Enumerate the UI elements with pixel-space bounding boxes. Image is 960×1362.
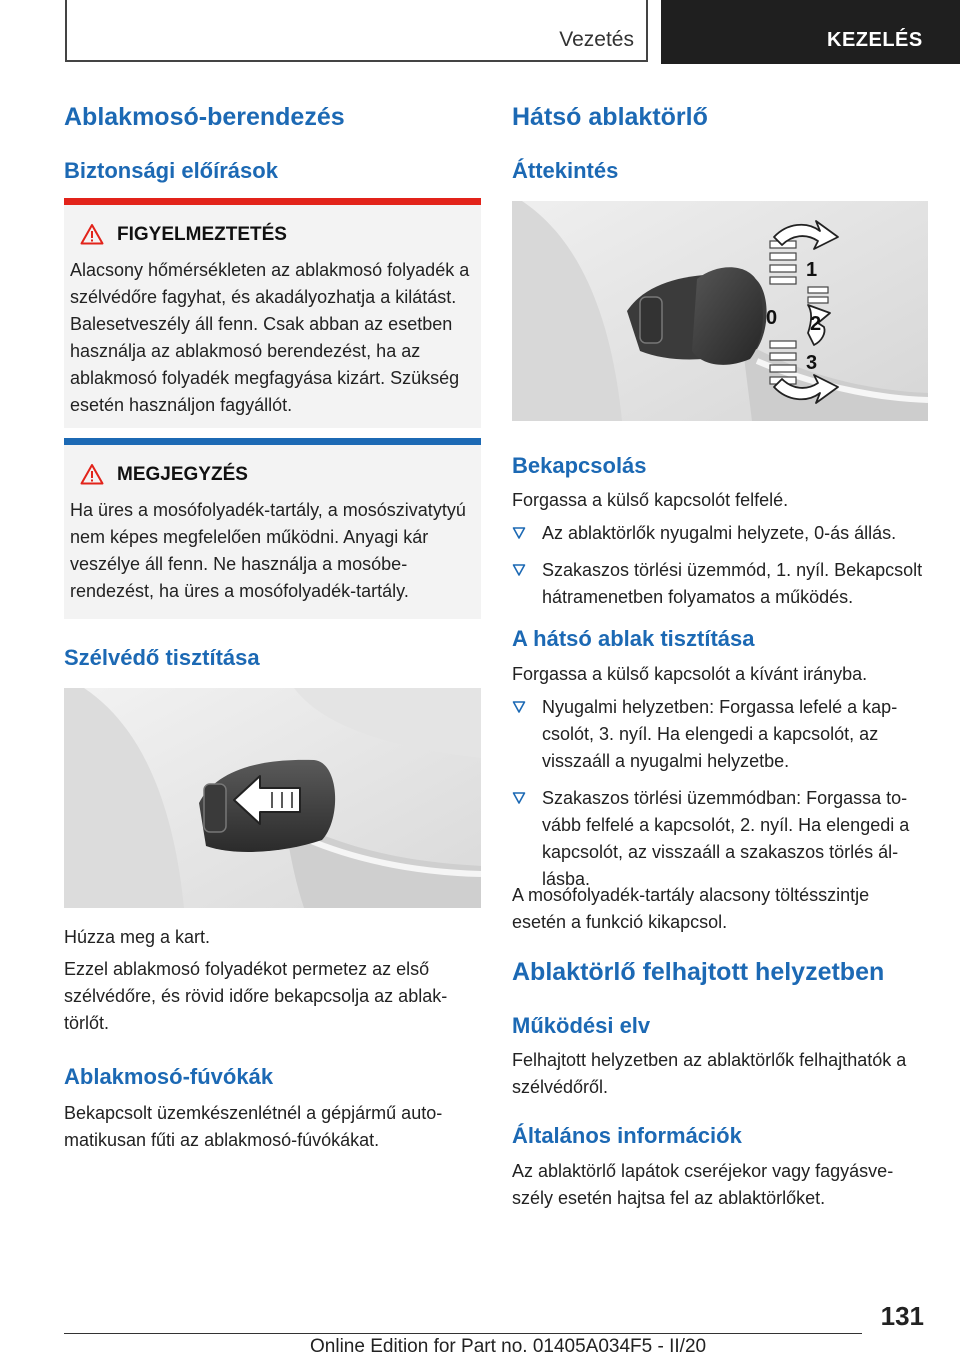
note-text: Ha üres a mosófolyadék-tartály, a mosószivatytyú nem képes megfelelően működni. Anyagi kár veszélye áll fenn. Ne használja a mosóberendezést, ha üres a mosófolyadék-tartály. — [70, 500, 466, 601]
rear-cleaning-after-text: A mosófolyadék-tartály alacsony töltésszintje esetén a funkció kikapcsol. — [512, 885, 870, 932]
figure-label-1: 1 — [806, 259, 818, 281]
figure-label-2: 2 — [810, 313, 822, 335]
footer-edition-text: Online Edition for Part no. 01405A034F5 - II/20 — [310, 1336, 707, 1357]
triangle-bullet-icon — [512, 700, 526, 714]
heading-rear-window-cleaning: A hátsó ablak tisztítása — [512, 626, 755, 651]
note-box — [64, 438, 481, 619]
figure-label-0: 0 — [766, 307, 778, 329]
rear-cleaning-list — [512, 694, 928, 903]
list-item-text: Szakaszos törlési üzemmód, 1. nyíl. Bekapcsolt hátramenetben folyamatos a működés. — [542, 560, 923, 607]
list-item — [512, 694, 928, 775]
header-chapter-tab — [661, 0, 960, 64]
list-item — [512, 785, 928, 893]
section-title-folded-wipers: Ablaktörlő felhajtott helyzetben — [512, 958, 885, 986]
list-item-text: Nyugalmi helyzetben: Forgassa lefelé a kapcsolót, 3. nyíl. Ha elengedi a kapcsolót, az visszaáll a nyugalmi helyzetbe. — [542, 697, 898, 771]
rear-cleaning-text: Forgassa a külső kapcsolót a kívánt irányba. — [512, 664, 868, 684]
rear-wiper-switch-illustration — [512, 201, 928, 421]
switch-on-text: Forgassa a külső kapcsolót felfelé. — [512, 490, 789, 510]
heading-switch-on: Bekapcsolás — [512, 453, 647, 478]
switch-on-list — [512, 520, 928, 621]
footer-divider — [64, 1333, 862, 1334]
list-item-text: Szakaszos törlési üzemmódban: Forgassa tovább felfelé a kapcsolót, 2. nyíl. Ha elengedi a kapcsolót, az visszaáll a szakaszos törlés állásba. — [542, 788, 910, 889]
pull-lever-text: Húzza meg a kart. — [64, 927, 211, 947]
windshield-lever-illustration — [64, 688, 481, 908]
warning-title: FIGYELMEZTETÉS — [117, 224, 287, 245]
figure-label-3: 3 — [806, 352, 818, 374]
page-number: 131 — [880, 1301, 924, 1331]
header-chapter-label: KEZELÉS — [827, 29, 923, 51]
general-info-text: Az ablaktörlő lapátok cseréjekor vagy fagyásveszély esetén hajtsa fel az ablaktörlőket. — [512, 1161, 894, 1208]
nozzles-text: Bekapcsolt üzemkészenlétnél a gépjármű automatikusan fűti az ablakmosó-fúvókákat. — [64, 1103, 443, 1150]
list-item — [512, 520, 928, 547]
warning-box — [64, 198, 481, 428]
list-item — [512, 557, 928, 611]
heading-nozzles: Ablakmosó-fúvókák — [64, 1064, 274, 1089]
warning-triangle-icon — [80, 223, 104, 245]
warning-text: Alacsony hőmérsékleten az ablakmosó folyadék a szélvédőre fagyhat, és akadályozhatja a kilátást. Balesetveszély áll fenn. Csak abban az esetben használja az ablakmosó berendezést, ha az ablakmosó folyadék megfagyása kizárt. Szükség esetén használjon fagyállót. — [70, 260, 470, 415]
heading-general-info: Általános információk — [512, 1123, 742, 1148]
spray-description-text: Ezzel ablakmosó folyadékot permetez az első szélvédőre, és rövid időre bekapcsolja az ablaktörlőt. — [64, 959, 448, 1033]
triangle-bullet-icon — [512, 791, 526, 805]
principle-text: Felhajtott helyzetben az ablaktörlők felhajthatók a szélvédőről. — [512, 1050, 907, 1097]
heading-windshield-cleaning: Szélvédő tisztítása — [64, 645, 260, 670]
header-section-title: Vezetés — [559, 28, 634, 51]
warning-triangle-icon — [80, 463, 104, 485]
header-box — [65, 0, 648, 62]
note-title: MEGJEGYZÉS — [117, 464, 248, 485]
heading-principle: Működési elv — [512, 1013, 651, 1038]
list-item-text: Az ablaktörlők nyugalmi helyzete, 0-ás állás. — [542, 523, 897, 543]
section-title-washer: Ablakmosó-berendezés — [64, 103, 345, 131]
heading-safety: Biztonsági előírások — [64, 158, 278, 183]
heading-overview: Áttekintés — [512, 158, 619, 183]
triangle-bullet-icon — [512, 526, 526, 540]
section-title-rear-wiper: Hátsó ablaktörlő — [512, 103, 708, 131]
triangle-bullet-icon — [512, 563, 526, 577]
